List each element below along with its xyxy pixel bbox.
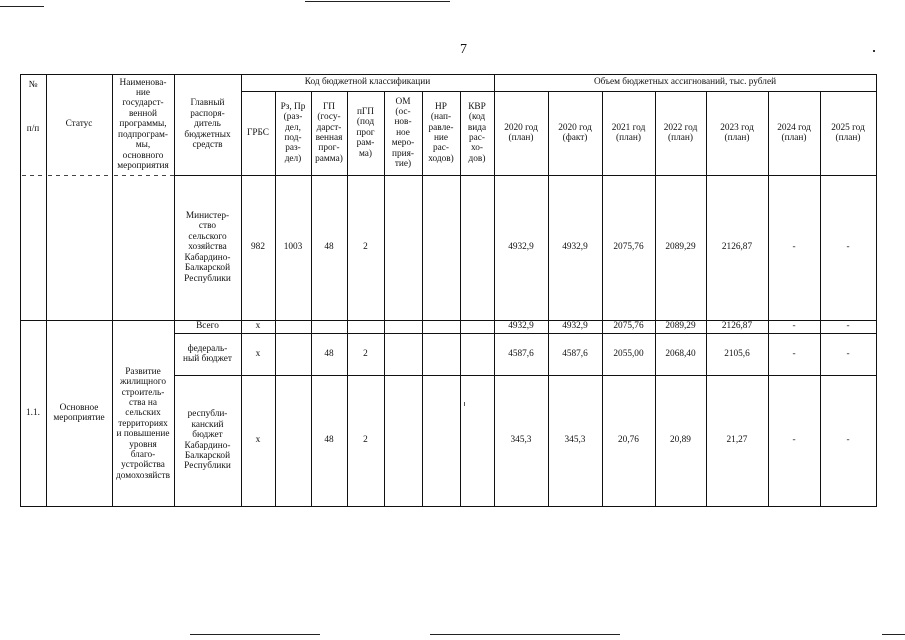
dashed-rule xyxy=(104,175,108,176)
row-value-cell: 20,76 xyxy=(618,435,639,446)
row-code-cell: 982 xyxy=(251,242,265,253)
table-rule xyxy=(174,375,877,376)
scan-edge-line xyxy=(882,634,905,635)
row-code-cell xyxy=(460,175,494,320)
row-value-cell: - xyxy=(792,321,796,332)
row-value-cell: - xyxy=(846,242,850,253)
dashed-rule xyxy=(146,175,150,176)
scan-speck xyxy=(464,402,465,406)
row-distributor: Министер- ство сельского хозяйства Кабардино- Балкарской Республики xyxy=(184,211,231,284)
table-rule xyxy=(655,91,656,507)
row-code-cell xyxy=(460,375,494,506)
dashed-rule xyxy=(72,175,76,176)
dashed-rule xyxy=(162,175,166,176)
row-code-cell xyxy=(422,320,460,333)
header-year-col: 2022 год (план) xyxy=(663,122,698,143)
row-code-cell xyxy=(384,175,422,320)
table-rule xyxy=(174,74,175,507)
table-rule xyxy=(174,175,877,176)
row-code-cell: 1003 xyxy=(283,242,303,253)
header-year-col: 2020 год (факт) xyxy=(558,122,592,143)
table-rule xyxy=(20,320,877,321)
dashed-rule xyxy=(96,175,100,176)
row-value-cell: 4932,9 xyxy=(562,242,588,253)
scan-speck xyxy=(873,50,875,52)
row-code-cell: 48 xyxy=(324,348,334,359)
table-rule xyxy=(876,74,877,507)
scan-edge-line xyxy=(190,634,320,635)
header-distributor: Главный распоря- дитель бюджетных средств xyxy=(184,98,231,151)
row-code-cell: 2 xyxy=(363,348,368,359)
dashed-rule xyxy=(122,175,126,176)
header-code-group: Код бюджетной классификации xyxy=(304,77,431,88)
row-value-cell: 2075,76 xyxy=(613,242,644,253)
dashed-rule xyxy=(30,175,34,176)
row-value-cell: - xyxy=(846,435,850,446)
header-code-col: НР (нап- равле- ние рас- ходов) xyxy=(428,101,454,164)
row-value-cell: 345,3 xyxy=(564,435,586,446)
row-distributor: федераль- ный бюджет xyxy=(183,343,232,364)
row-value-cell: 4932,9 xyxy=(562,321,588,332)
table-rule xyxy=(347,91,348,507)
header-pp: п/п xyxy=(26,123,40,134)
row-code-cell xyxy=(384,320,422,333)
scan-edge-line xyxy=(0,6,44,7)
page-number: 7 xyxy=(460,42,467,57)
row-code-cell: 2 xyxy=(363,242,368,253)
scan-edge-line xyxy=(430,634,620,635)
row-value-cell: 4932,9 xyxy=(508,242,534,253)
row-code-cell xyxy=(460,320,494,333)
header-year-col: 2025 год (план) xyxy=(831,122,865,143)
table-rule xyxy=(20,74,21,507)
table-rule xyxy=(706,91,707,507)
dashed-rule xyxy=(130,175,134,176)
header-name: Наименова- ние государст- венной программы, подпрограм- мы, основного мероприятия xyxy=(117,77,169,171)
header-code-col: ГРБС xyxy=(246,127,270,138)
table-rule xyxy=(768,91,769,507)
row-name: Развитие жилищного строитель- ства на сельских территориях и повышение уровня благо- устройства домохозяйств xyxy=(116,366,170,481)
row-value-cell: 2105,6 xyxy=(724,348,750,359)
table-rule xyxy=(174,333,877,334)
table-rule xyxy=(112,74,113,507)
table-rule xyxy=(460,91,461,507)
header-num: № xyxy=(28,79,38,90)
row-value-cell: 2126,87 xyxy=(721,242,753,253)
row-value-cell: - xyxy=(846,348,850,359)
row-value-cell: 2055,00 xyxy=(613,348,644,359)
row-distributor: Всего xyxy=(196,321,219,332)
dashed-rule xyxy=(88,175,92,176)
header-code-col: пГП (под прог рам- ма) xyxy=(356,106,375,159)
table-rule xyxy=(494,74,495,507)
row-code-cell xyxy=(422,333,460,375)
table-rule xyxy=(241,91,877,92)
header-status: Статус xyxy=(65,119,93,130)
dashed-rule xyxy=(22,175,26,176)
dashed-rule xyxy=(114,175,118,176)
row-code-cell xyxy=(311,320,347,333)
row-status: Основное мероприятие xyxy=(53,402,105,423)
row-value-cell: 2075,76 xyxy=(613,321,644,332)
header-year-col: 2021 год (план) xyxy=(611,122,646,143)
table-rule xyxy=(275,91,276,507)
row-value-cell: 345,3 xyxy=(510,435,532,446)
row-value-cell: 20,89 xyxy=(670,435,691,446)
row-value-cell: - xyxy=(792,435,796,446)
dashed-rule xyxy=(64,175,68,176)
row-distributor: республи- канский бюджет Кабардино- Балкарской Республики xyxy=(184,409,231,472)
dashed-rule xyxy=(154,175,158,176)
row-code-cell: х xyxy=(255,348,261,359)
table-rule xyxy=(20,74,877,75)
row-code-cell xyxy=(347,320,384,333)
row-code-cell xyxy=(422,375,460,506)
table-rule xyxy=(46,74,47,507)
header-year-col: 2020 год (план) xyxy=(504,122,538,143)
row-code-cell: х xyxy=(255,321,261,332)
table-rule xyxy=(20,506,877,507)
row-value-cell: - xyxy=(792,242,796,253)
table-rule xyxy=(241,74,242,507)
header-code-col: ГП (госу- дарст- венная прог- рамма) xyxy=(315,101,343,164)
dashed-rule xyxy=(48,175,52,176)
row-code-cell xyxy=(275,320,311,333)
header-code-col: КВР (код вида рас- хо- дов) xyxy=(467,101,487,164)
row-number: 1.1. xyxy=(26,407,40,418)
row-value-cell: 2089,29 xyxy=(665,321,696,332)
header-code-col: ОМ (ос- нов- ное меро- прия- тие) xyxy=(391,96,415,170)
dashed-rule xyxy=(138,175,142,176)
table-rule xyxy=(311,91,312,507)
row-code-cell: х xyxy=(255,435,261,446)
dashed-rule xyxy=(38,175,42,176)
table-rule xyxy=(384,91,385,507)
row-code-cell xyxy=(275,333,311,375)
row-value-cell: - xyxy=(792,348,796,359)
row-code-cell: 48 xyxy=(324,435,334,446)
row-value-cell: - xyxy=(846,321,850,332)
dashed-rule xyxy=(80,175,84,176)
row-value-cell: 2089,29 xyxy=(665,242,696,253)
row-code-cell: 48 xyxy=(324,242,334,253)
row-value-cell: 21,27 xyxy=(726,435,748,446)
dashed-rule xyxy=(56,175,60,176)
row-code-cell xyxy=(422,175,460,320)
row-code-cell xyxy=(384,333,422,375)
table-rule xyxy=(548,91,549,507)
table-rule xyxy=(820,91,821,507)
table-rule xyxy=(422,91,423,507)
row-value-cell: 4587,6 xyxy=(508,348,534,359)
scan-edge-line xyxy=(305,1,450,2)
row-code-cell xyxy=(460,333,494,375)
row-code-cell: 2 xyxy=(363,435,368,446)
row-code-cell xyxy=(275,375,311,506)
header-year-col: 2024 год (план) xyxy=(777,122,811,143)
row-value-cell: 4932,9 xyxy=(508,321,534,332)
table-rule xyxy=(602,91,603,507)
header-code-col: Рз, Пр (раз- дел, под- раз- дел) xyxy=(280,101,306,164)
header-year-col: 2023 год (план) xyxy=(720,122,754,143)
row-value-cell: 2126,87 xyxy=(721,321,753,332)
row-value-cell: 4587,6 xyxy=(562,348,588,359)
row-value-cell: 2068,40 xyxy=(665,348,696,359)
header-volume-group: Объем бюджетных ассигнований, тыс. рублей xyxy=(593,77,777,88)
row-code-cell xyxy=(384,375,422,506)
